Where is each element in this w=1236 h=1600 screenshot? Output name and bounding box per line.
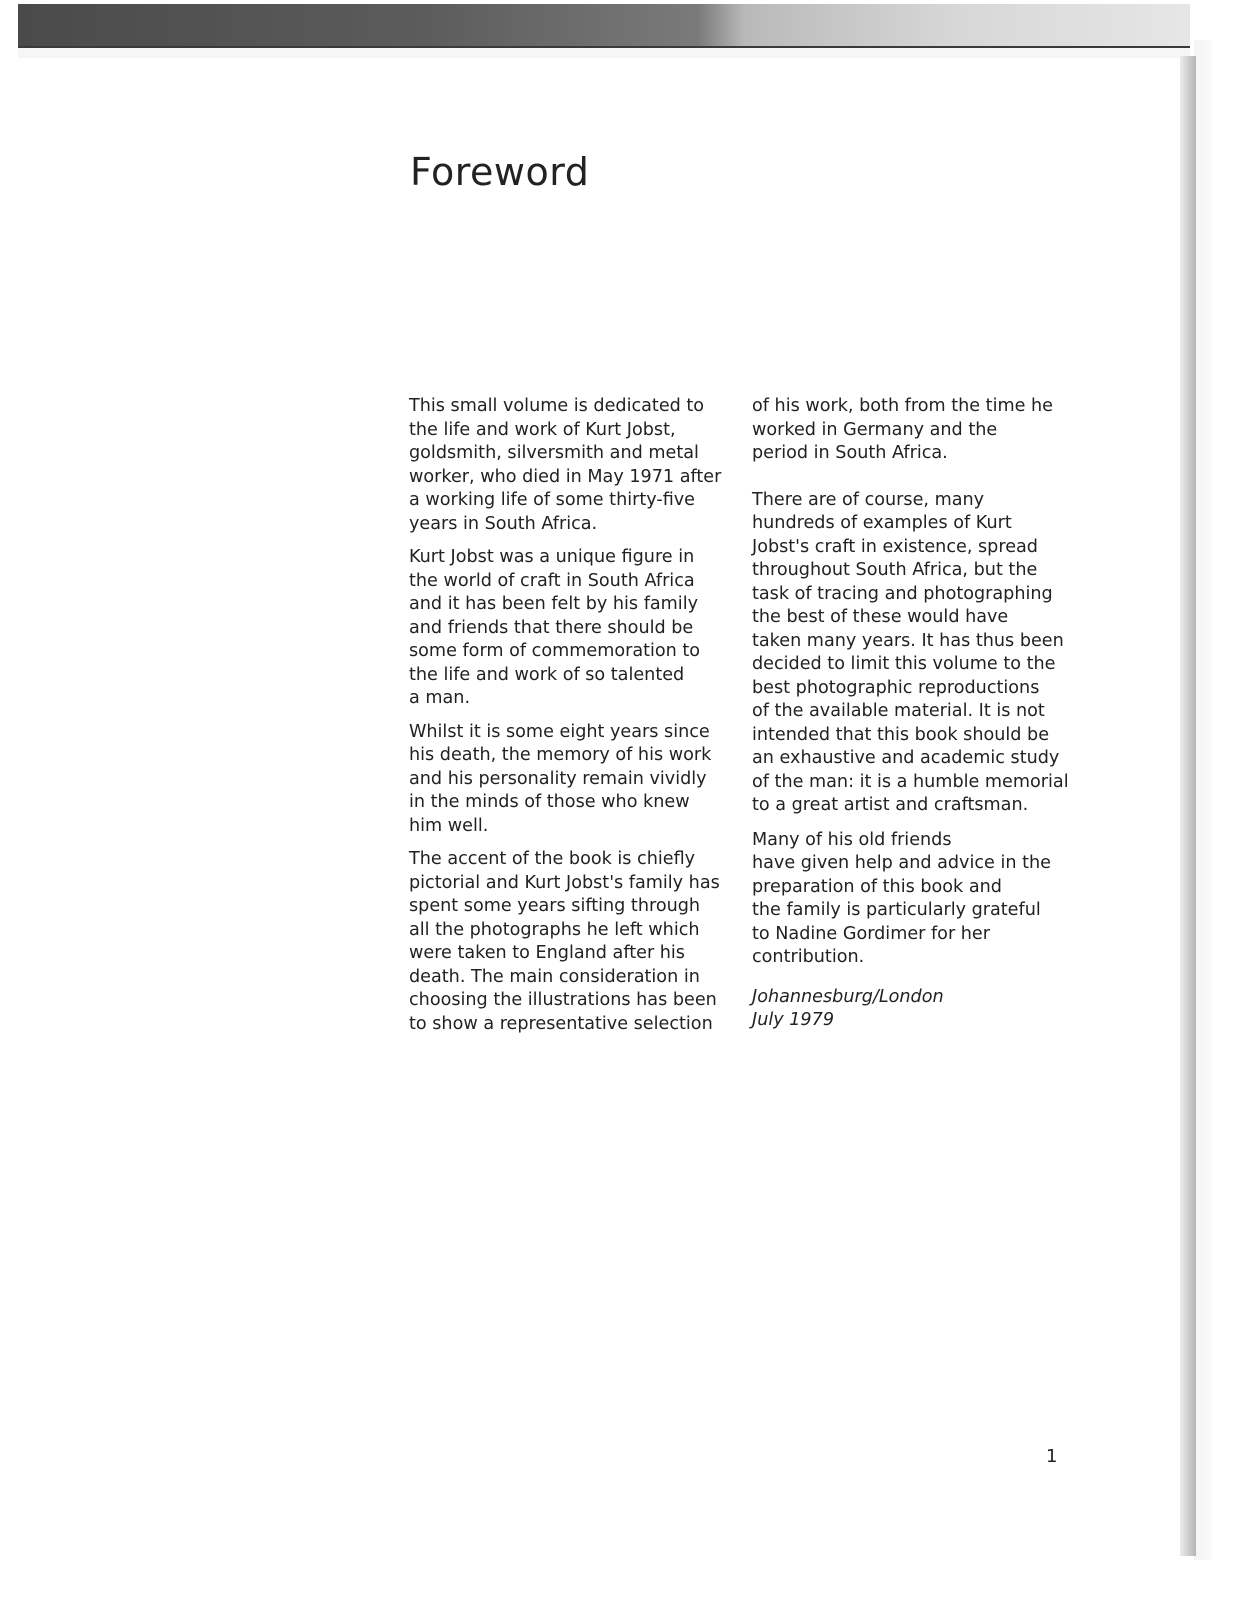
scan-edge-right-outer <box>1194 40 1212 1560</box>
left-column <box>409 395 739 1046</box>
page-title: Foreword <box>410 150 590 194</box>
paragraph-memory: Whilst it is some eight years since his death, the memory of his work and his personality remain vividly in the minds of those who knew him well. <box>409 721 712 836</box>
paragraph-unique-figure: Kurt Jobst was a unique figure in the world of craft in South Africa and it has been felt by his family and friends that there should be some form of commemoration to the life and work of so talented a man. <box>409 547 701 708</box>
paragraph-thanks: Many of his old friends have given help and advice in the preparation of this book and the family is particularly grateful to Nadine Gordimer for her contribution. <box>752 829 1051 967</box>
paragraph-examples: There are of course, many hundreds of examples of Kurt Jobst's craft in existence, spread throughout South Africa, but the task of tracing and photographing the best of these would have taken many years. It has thus been decided to limit this volume to the best photographic reproductions of the available material. It is not intended that this book should be an exhaustive and academic study of the man: it is a humble memorial to a great artist and craftsman. <box>752 489 1069 815</box>
page-number: 1 <box>1046 1446 1058 1467</box>
paragraph-accent: The accent of the book is chiefly pictorial and Kurt Jobst's family has spent some years sifting through all the photographs he left which were taken to England after his death. The main consideration in choosing the illustrations has been to show a representative selection <box>409 849 720 1034</box>
scan-edge-line <box>18 46 1190 58</box>
signoff-place-date: Johannesburg/London July 1979 <box>752 986 944 1030</box>
paragraph-work-continued: of his work, both from the time he worked in Germany and the period in South Africa. <box>752 396 1054 463</box>
scan-edge-right <box>1180 56 1196 1556</box>
right-column <box>752 395 1070 1033</box>
paragraph-dedication: This small volume is dedicated to the life and work of Kurt Jobst, goldsmith, silversmith and metal worker, who died in May 1971 after a working life of some thirty-five years in South Africa. <box>409 396 722 534</box>
